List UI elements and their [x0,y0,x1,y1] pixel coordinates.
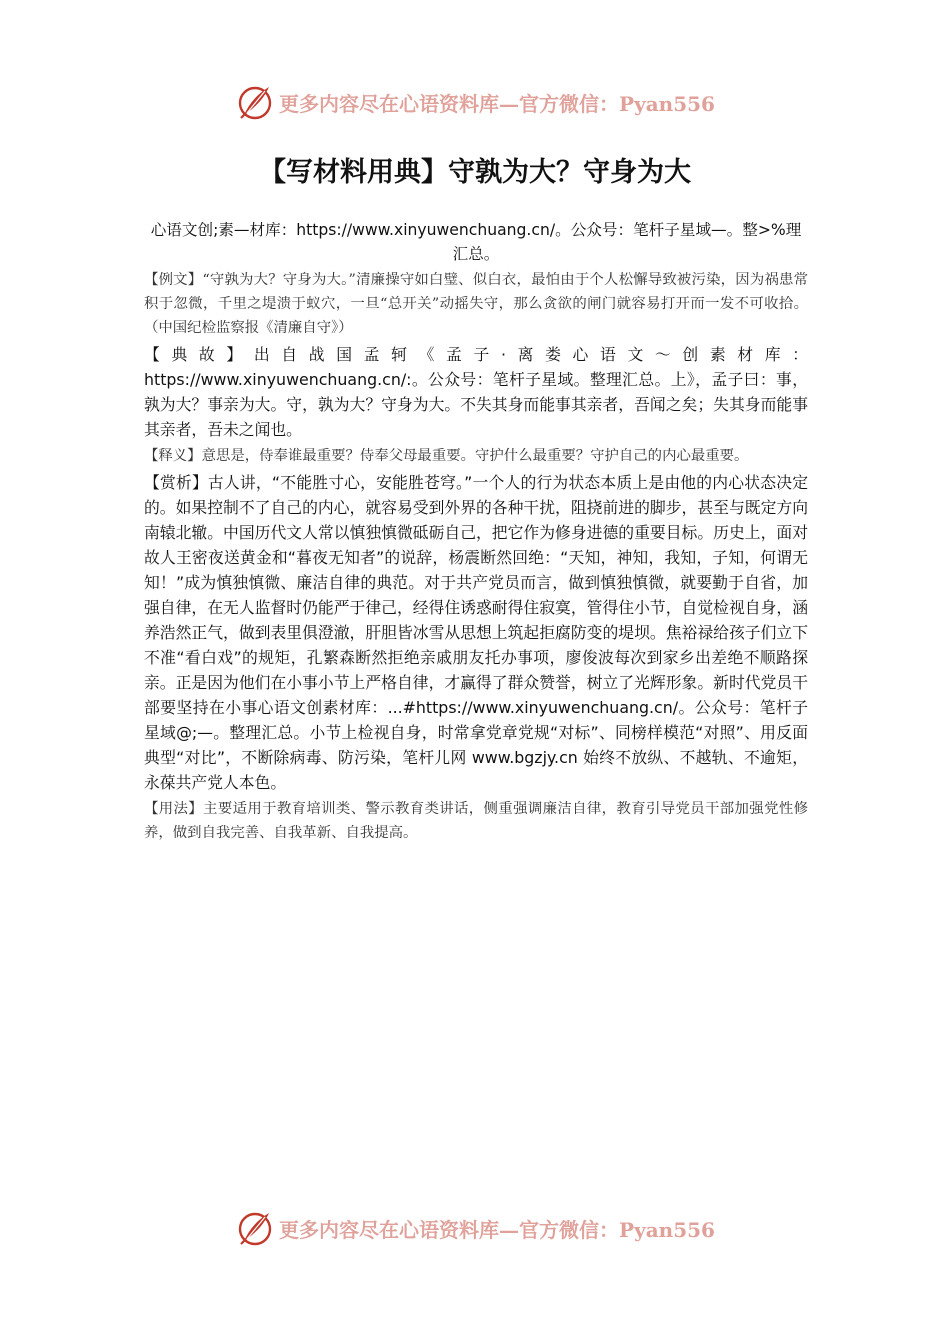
header-banner-text: 更多内容尽在心语资料库—官方微信：Pyan556 [279,91,715,116]
footer-banner [0,1206,950,1250]
quill-logo-icon [235,1208,275,1248]
example-paragraph: 【例文】“守孰为大？守身为大。”清廉操守如白璧、似白衣，最怕由于个人松懈导致被污染，因为祸患常积于忽微，千里之堤溃于蚁穴，一旦“总开关”动摇失守，那么贪欲的闸门就容易打开而一发不可收拾。（中国纪检监察报《清廉自守》） [144,272,808,336]
origin-paragraph: 【典故】出自战国孟轲《孟子·离娄心语文～创素材库：https://www.xinyuwenchuang.cn/:。公众号：笔杆子星域。整理汇总。上》，孟子曰：事，孰为大？事亲为大。守，孰为大？守身为大。不失其身而能事其亲者，吾闻之矣；失其身而能事其亲者，吾未之闻也。 [144,345,808,439]
meaning-paragraph: 【释义】意思是，侍奉谁最重要？侍奉父母最重要。守护什么最重要？守护自己的内心最重要。 [144,448,749,464]
footer-banner-text: 更多内容尽在心语资料库—官方微信：Pyan556 [279,1217,715,1242]
usage-paragraph: 【用法】主要适用于教育培训类、警示教育类讲话，侧重强调廉洁自律，教育引导党员干部加强党性修养，做到自我完善、自我革新、自我提高。 [144,801,808,841]
source-line: 心语文创;素—材库：https://www.xinyuwenchuang.cn/。公众号：笔杆子星域—。整>%理汇总。 [150,221,802,263]
article-body [144,218,808,847]
quill-logo-icon [235,82,275,122]
page-title: 【写材料用典】守孰为大？守身为大 [259,157,691,188]
analysis-paragraph: 【赏析】古人讲，“不能胜寸心，安能胜苍穹。”一个人的行为状态本质上是由他的内心状态决定的。如果控制不了自己的内心，就容易受到外界的各种干扰，阻挠前进的脚步，甚至与既定方向南辕北辙。中国历代文人常以慎独慎微砥砺自己，把它作为修身进德的重要目标。历史上，面对故人王密夜送黄金和“暮夜无知者”的说辞，杨震断然回绝：“天知，神知，我知，子知，何谓无知！”成为慎独慎微、廉洁自律的典范。对于共产党员而言，做到慎独慎微，就要勤于自省，加强自律，在无人监督时仍能严于律己，经得住诱惑耐得住寂寞，管得住小节，自觉检视自身，涵养浩然正气，做到表里俱澄澈，肝胆皆冰雪从思想上筑起拒腐防变的堤坝。焦裕禄给孩子们立下不准“看白戏”的规矩，孔繁森断然拒绝亲戚朋友托办事项，廖俊波每次到家乡出差绝不顺路探亲。正是因为他们在小事小节上严格自律，才赢得了群众赞誉，树立了光辉形象。新时代党员干部要坚持在小事心语文创素材库：...#https://www.xinyuwenchuang.cn/。公众号：笔杆子星域@;—。整理汇总。小节上检视自身，时常拿党章党规“对标”、同榜样模范“对照”、用反面典型“对比”，不断除病毒、防污染，笔杆儿网 www.bgzjy.cn 始终不放纵、不越轨、不逾矩，永葆共产党人本色。 [144,473,808,792]
header-banner [0,80,950,124]
